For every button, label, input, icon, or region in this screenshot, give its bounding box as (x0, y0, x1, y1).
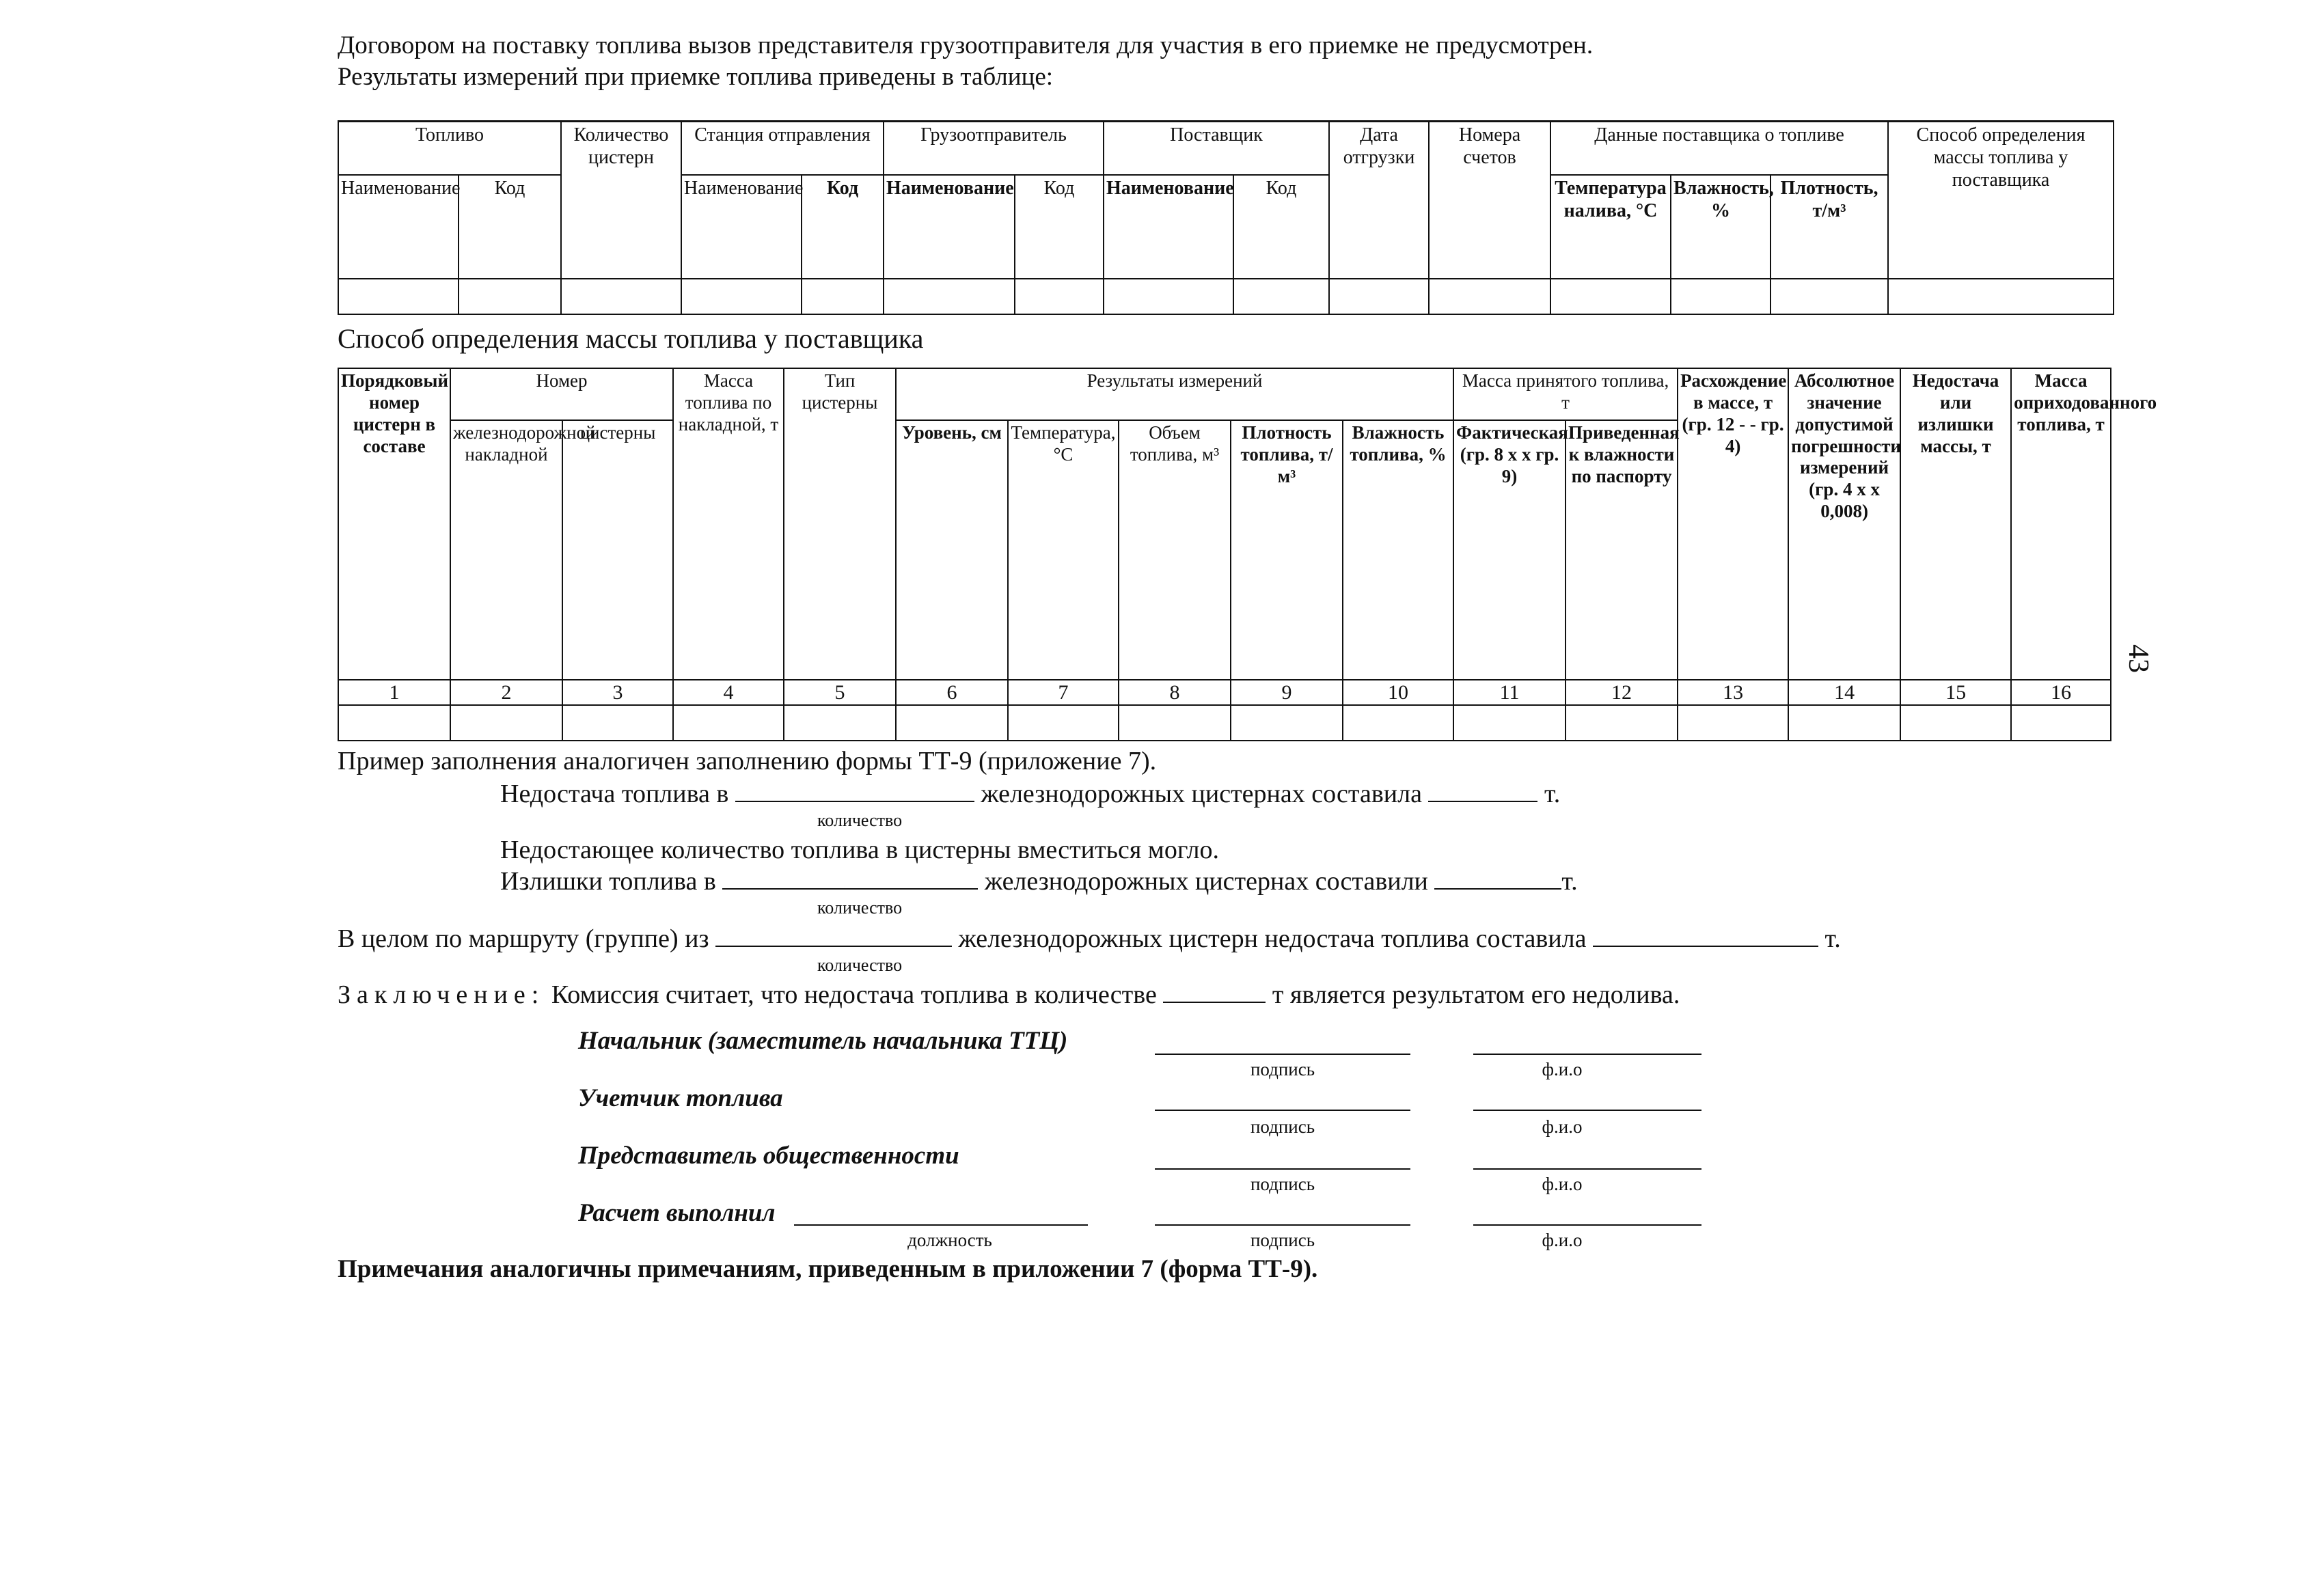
table-row (338, 279, 2114, 314)
fio-field[interactable] (1473, 1108, 1701, 1111)
column-number: 16 (2011, 680, 2111, 705)
header-volume: Объем топлива, м³ (1119, 420, 1231, 680)
header-supplier-code: Код (1233, 175, 1329, 279)
signature-chief-title: Начальник (заместитель начальника ТТЦ) (578, 1027, 1068, 1055)
header-supplier-name: Наименование (1104, 175, 1233, 279)
fio-caption: ф.и.о (1542, 1059, 1583, 1079)
header-shipper: Грузоотправитель (884, 122, 1104, 176)
column-number: 2 (450, 680, 562, 705)
header-number: Номер (450, 368, 673, 420)
header-fuel-name: Наименование (338, 175, 459, 279)
header-shortage: Недостача или излишки массы, т (1900, 368, 2011, 680)
conclusion-amount-field[interactable] (1163, 981, 1266, 1003)
header-actual: Фактическая (гр. 8 х х гр. 9) (1453, 420, 1566, 680)
header-fuel: Топливо (338, 122, 561, 176)
column-numbers-row (338, 680, 2111, 705)
header-density: Плотность, т/м³ (1771, 175, 1888, 279)
header-abs-error: Абсолютное значение допустимой погрешности измерений (гр. 4 х х 0,008) (1788, 368, 1900, 680)
shortage-amount-field[interactable] (1428, 780, 1537, 802)
signature-field[interactable] (1155, 1108, 1410, 1111)
example-text: Пример заполнения аналогичен заполнению формы ТТ-9 (приложение 7). (338, 747, 1157, 775)
shortage-count-field[interactable] (735, 780, 974, 802)
header-station: Станция отправления (681, 122, 884, 176)
header-reduced: Приведенная к влажности по паспорту (1566, 420, 1678, 680)
column-number: 1 (338, 680, 450, 705)
header-mass-received: Масса принятого топлива, т (1453, 368, 1678, 420)
signature-field[interactable] (1155, 1223, 1410, 1226)
quantity-caption: количество (817, 955, 903, 975)
route-count-field[interactable] (715, 925, 952, 947)
column-number: 15 (1900, 680, 2011, 705)
conclusion-text-2: т является результатом его недолива. (1272, 980, 1680, 1009)
signature-calc-title: Расчет выполнил (578, 1199, 776, 1227)
header-station-name: Наименование (681, 175, 802, 279)
route-label-2: железнодорожных цистерн недостача топлива составила (958, 924, 1587, 953)
position-caption: должность (907, 1230, 992, 1250)
header-tank: цистерны (562, 420, 673, 680)
column-number: 8 (1119, 680, 1231, 705)
surplus-count-field[interactable] (722, 868, 978, 890)
header-temperature: Температура, °С (1008, 420, 1119, 680)
header-shipper-name: Наименование (884, 175, 1015, 279)
intro-line-1: Договором на поставку топлива вызов представителя грузоотправителя для участия в его приемке не предусмотрен. (338, 31, 1594, 59)
header-results: Результаты измерений (896, 368, 1453, 420)
signature-field[interactable] (1155, 1167, 1410, 1170)
conclusion-text: Комиссия считает, что недостача топлива в количестве (551, 980, 1157, 1009)
unit-label: т. (1544, 780, 1561, 808)
position-field[interactable] (794, 1223, 1088, 1226)
shortage-label: Недостача топлива в (500, 780, 729, 808)
signature-caption: подпись (1250, 1059, 1315, 1079)
column-number: 14 (1788, 680, 1900, 705)
header-rail-invoice: железнодорожной накладной (450, 420, 562, 680)
header-accepted: Масса оприходованного топлива, т (2011, 368, 2111, 680)
signature-caption: подпись (1250, 1174, 1315, 1194)
header-supplier: Поставщик (1104, 122, 1329, 176)
header-shipper-code: Код (1015, 175, 1104, 279)
unit-label: т. (1561, 867, 1578, 896)
signature-caption: подпись (1250, 1116, 1315, 1137)
header-mass-invoice: Масса топлива по накладной, т (673, 368, 784, 680)
fio-caption: ф.и.о (1542, 1230, 1583, 1250)
intro-text (338, 30, 2128, 93)
header-supplier-data: Данные поставщика о топливе (1550, 122, 1888, 176)
header-order: Порядковый номер цистерн в составе (338, 368, 450, 680)
notes-text: Примечания аналогичны примечаниям, приведенным в приложении 7 (форма ТТ-9). (338, 1255, 1318, 1283)
header-moisture: Влажность топлива, % (1343, 420, 1453, 680)
header-temperature: Температура налива, °С (1550, 175, 1671, 279)
fio-field[interactable] (1473, 1223, 1701, 1226)
column-number: 7 (1008, 680, 1119, 705)
column-number: 5 (784, 680, 896, 705)
conclusion-label: Заключение: (338, 980, 545, 1009)
fio-field[interactable] (1473, 1167, 1701, 1170)
column-number: 13 (1678, 680, 1788, 705)
unit-label: т. (1824, 924, 1841, 953)
column-number: 6 (896, 680, 1008, 705)
route-line (338, 924, 1841, 954)
signature-accountant-title: Учетчик топлива (578, 1084, 783, 1112)
table-row (338, 705, 2111, 741)
surplus-label: Излишки топлива в (500, 867, 716, 896)
header-accounts: Номера счетов (1429, 122, 1550, 279)
table2-title: Способ определения массы топлива у поставщика (338, 323, 924, 354)
surplus-line (500, 866, 1578, 896)
shortage-label-2: железнодорожных цистернах составила (981, 780, 1422, 808)
surplus-label-2: железнодорожных цистернах составили (984, 867, 1428, 896)
column-number: 3 (562, 680, 673, 705)
route-label: В целом по маршруту (группе) из (338, 924, 709, 953)
signature-public-rep-title: Представитель общественности (578, 1142, 959, 1170)
header-level: Уровень, см (896, 420, 1008, 680)
surplus-amount-field[interactable] (1434, 868, 1561, 890)
column-number: 4 (673, 680, 784, 705)
column-number: 12 (1566, 680, 1678, 705)
signature-caption: подпись (1250, 1230, 1315, 1250)
shortage-line (500, 779, 1560, 809)
header-moisture: Влажность, % (1671, 175, 1771, 279)
fio-caption: ф.и.о (1542, 1174, 1583, 1194)
fit-text: Недостающее количество топлива в цистерны вместиться могло. (500, 836, 1219, 864)
quantity-caption: количество (817, 810, 903, 830)
conclusion-line (338, 980, 1680, 1010)
header-discrepancy: Расхождение в массе, т (гр. 12 - - гр. 4) (1678, 368, 1788, 680)
header-tank-type: Тип цистерны (784, 368, 896, 680)
header-density: Плотность топлива, т/м³ (1231, 420, 1343, 680)
fio-caption: ф.и.о (1542, 1116, 1583, 1137)
signature-field[interactable] (1155, 1052, 1410, 1055)
column-number: 11 (1453, 680, 1566, 705)
quantity-caption: количество (817, 898, 903, 918)
header-tank-count: Количество цистерн (561, 122, 681, 279)
supplier-data-table (338, 120, 2114, 315)
column-number: 10 (1343, 680, 1453, 705)
header-ship-date: Дата отгрузки (1329, 122, 1429, 279)
header-station-code: Код (802, 175, 884, 279)
header-method: Способ определения массы топлива у поставщика (1888, 122, 2114, 279)
fio-field[interactable] (1473, 1052, 1701, 1055)
header-fuel-code: Код (459, 175, 561, 279)
route-amount-field[interactable] (1593, 925, 1818, 947)
page-number: 43 (2122, 644, 2154, 673)
intro-line-2: Результаты измерений при приемке топлива приведены в таблице: (338, 63, 1054, 91)
column-number: 9 (1231, 680, 1343, 705)
